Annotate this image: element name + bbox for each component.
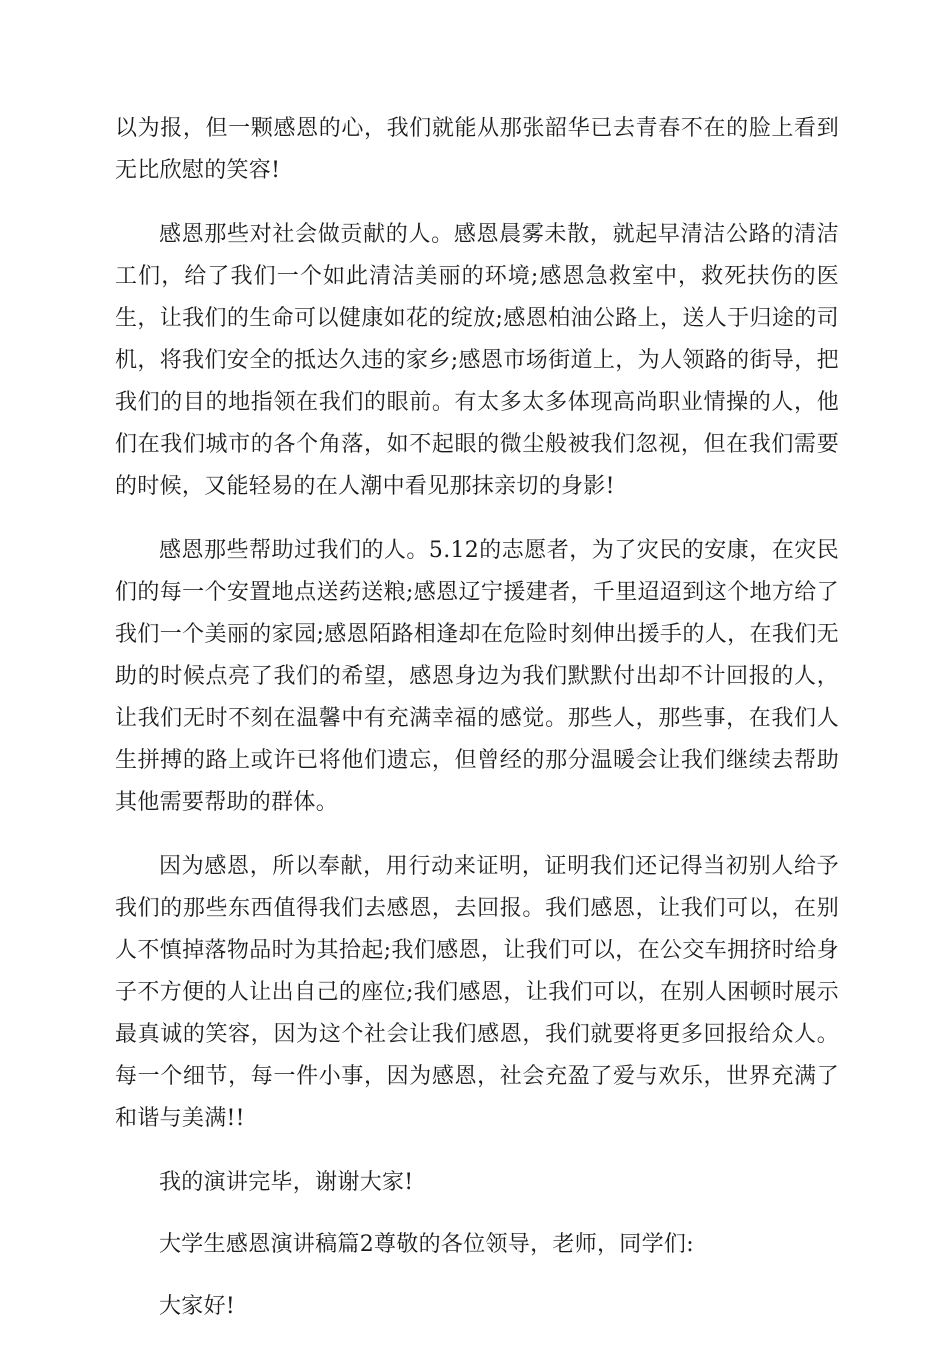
paragraph-continuation: 以为报，但一颗感恩的心，我们就能从那张韶华已去青春不在的脸上看到无比欣慰的笑容! bbox=[115, 116, 839, 183]
paragraph-helpers: 感恩那些帮助过我们的人。5.12的志愿者，为了灾民的安康，在灾民们的每一个安置地点送药送粮;感恩辽宁援建者，千里迢迢到这个地方给了我们一个美丽的家园;感恩陌路相逢却在危险时刻伸出援手的人，在我们无助的时候点亮了我们的希望，感恩身边为我们默默付出却不计回报的人，让我们无时不刻在温馨中有充满幸福的感觉。那些人，那些事，在我们人生拼搏的路上或许已将他们遗忘，但曾经的那分温暖会让我们继续去帮助其他需要帮助的群体。 bbox=[115, 538, 839, 815]
paragraph-dedication: 因为感恩，所以奉献，用行动来证明，证明我们还记得当初别人给予我们的那些东西值得我们去感恩，去回报。我们感恩，让我们可以，在别人不慎掉落物品时为其拾起;我们感恩，让我们可以，在公交车拥挤时给身子不方便的人让出自己的座位;我们感恩，让我们可以，在别人困顿时展示最真诚的笑容，因为这个社会让我们感恩，我们就要将更多回报给众人。每一个细节，每一件小事，因为感恩，社会充盈了爱与欢乐，世界充满了和谐与美满!! bbox=[115, 854, 839, 1131]
document-body bbox=[115, 108, 839, 1348]
paragraph-contributors: 感恩那些对社会做贡献的人。感恩晨雾未散，就起早清洁公路的清洁工们，给了我们一个如此清洁美丽的环境;感恩急救室中，救死扶伤的医生，让我们的生命可以健康如花的绽放;感恩柏油公路上，送人于归途的司机，将我们安全的抵达久违的家乡;感恩市场街道上，为人领路的街导，把我们的目的地指领在我们的眼前。有太多太多体现高尚职业情操的人，他们在我们城市的各个角落，如不起眼的微尘般被我们忽视，但在我们需要的时候，又能轻易的在人潮中看见那抹亲切的身影! bbox=[115, 222, 839, 499]
paragraph-closing: 我的演讲完毕，谢谢大家! bbox=[159, 1170, 414, 1195]
paragraph-next-title: 大学生感恩演讲稿篇2尊敬的各位领导，老师，同学们: bbox=[159, 1232, 694, 1257]
paragraph-greeting: 大家好! bbox=[159, 1294, 236, 1319]
